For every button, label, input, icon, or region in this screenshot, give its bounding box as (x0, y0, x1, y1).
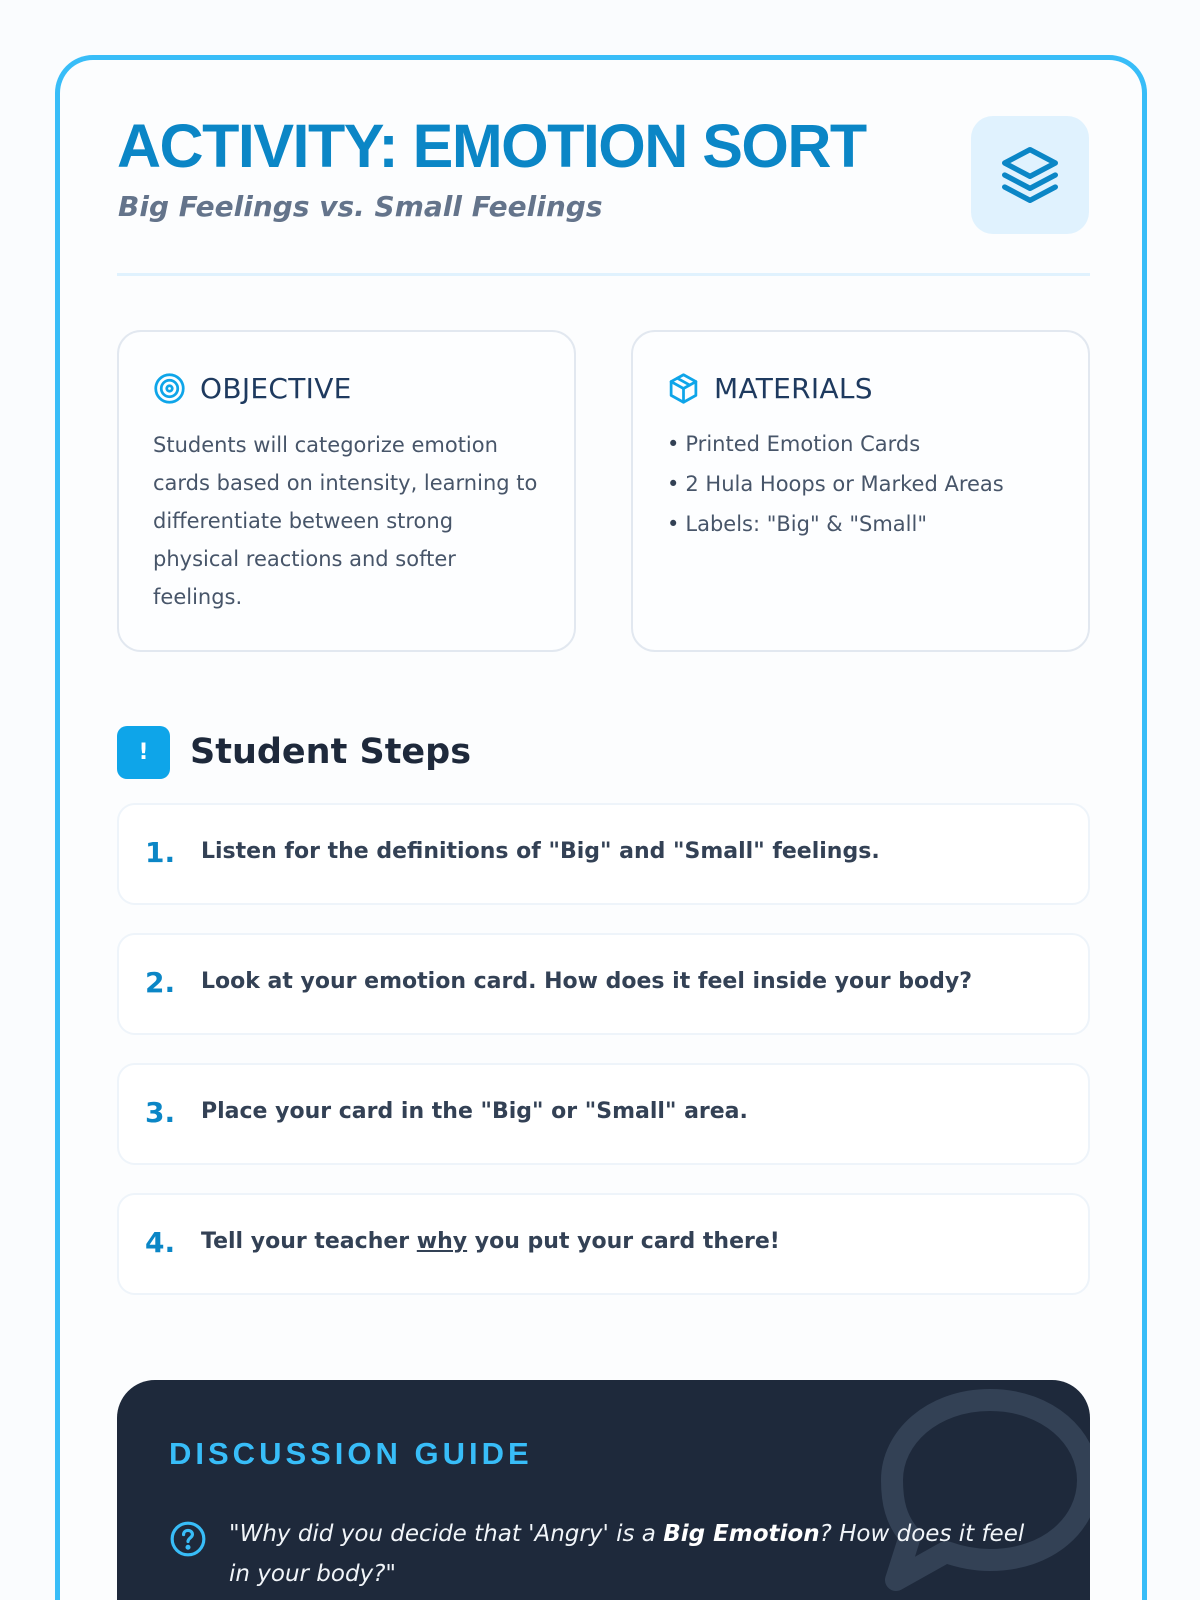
discussion-title: DISCUSSION GUIDE (169, 1436, 533, 1471)
student-steps-title: Student Steps (190, 732, 472, 772)
discussion-question-text (229, 1514, 1029, 1594)
page-subtitle: Big Feelings vs. Small Feelings (118, 190, 603, 223)
question-text-bold: Big Emotion (663, 1521, 820, 1547)
objective-text: Students will categorize emotion cards based on intensity, learning to differentiate between strong physical reactions and softer feelings. (153, 433, 538, 609)
exclamation-icon: ! (117, 726, 170, 779)
layers-icon (971, 116, 1089, 234)
step-item-1 (117, 803, 1090, 905)
student-steps-heading (117, 726, 471, 779)
target-icon (153, 372, 186, 405)
activity-card (55, 55, 1147, 1600)
step-text: Listen for the definitions of "Big" and "Small" feelings. (201, 839, 880, 864)
page-title: ACTIVITY: EMOTION SORT (117, 112, 866, 180)
header-divider (117, 273, 1090, 276)
box-icon (667, 372, 700, 405)
materials-box (631, 330, 1090, 652)
step-text-start: Tell your teacher (201, 1229, 417, 1254)
step-number: 1. (145, 836, 176, 869)
list-item: • Labels: "Big" & "Small" (667, 504, 1004, 544)
step-number: 3. (145, 1096, 176, 1129)
question-text-start: "Why did you decide that 'Angry' is a (229, 1521, 664, 1547)
objective-box (117, 330, 576, 652)
step-number: 4. (145, 1226, 176, 1259)
objective-heading (153, 372, 352, 405)
step-number: 2. (145, 966, 176, 999)
materials-label: MATERIALS (714, 371, 873, 405)
question-circle-icon (169, 1520, 207, 1562)
discussion-guide-panel (117, 1380, 1090, 1600)
materials-list (667, 424, 1004, 544)
objective-label: OBJECTIVE (200, 371, 352, 405)
step-item-4 (117, 1193, 1090, 1295)
step-item-3 (117, 1063, 1090, 1165)
discussion-question (169, 1520, 1029, 1594)
step-text-end: you put your card there! (467, 1229, 780, 1254)
step-text: Look at your emotion card. How does it feel inside your body? (201, 969, 973, 994)
materials-heading (667, 372, 873, 405)
step-text (201, 1230, 780, 1254)
list-item: • 2 Hula Hoops or Marked Areas (667, 464, 1004, 504)
step-text-underlined: why (416, 1229, 468, 1254)
step-item-2 (117, 933, 1090, 1035)
list-item: • Printed Emotion Cards (667, 424, 1004, 464)
question-text-end: ? How does it feel in your body?" (229, 1521, 1025, 1587)
step-text: Place your card in the "Big" or "Small" area. (201, 1099, 748, 1124)
